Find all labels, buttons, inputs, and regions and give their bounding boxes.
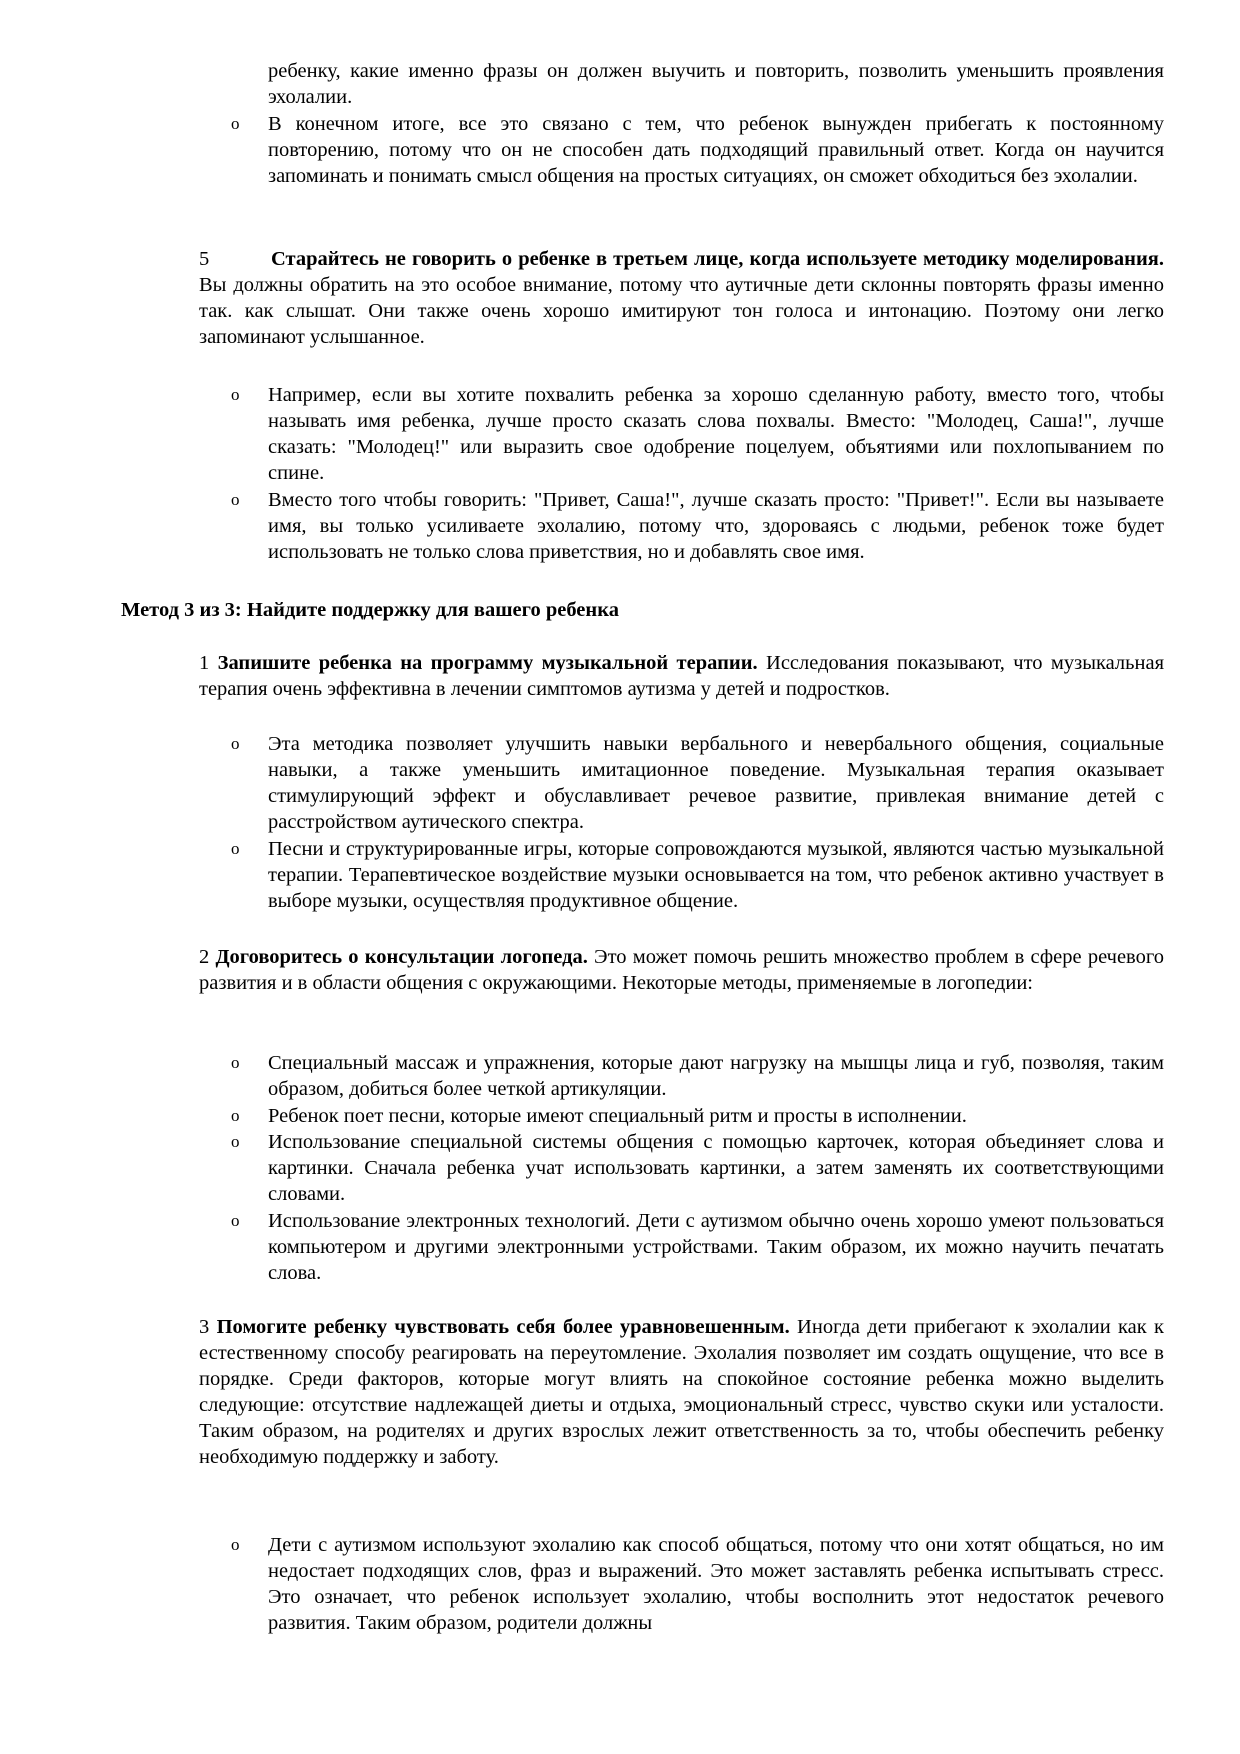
list-item	[199, 58, 1164, 110]
bullet-text: Вместо того чтобы говорить: "Привет, Саша!", лучше сказать просто: "Привет!". Если вы называете имя, вы только усиливаете эхолалию, потому что, здороваясь с людьми, ребенок тоже будет использовать не только слова приветствия, но и добавлять свое имя.	[268, 489, 1164, 563]
bullet-mark: o	[231, 839, 240, 858]
bullet-text: Использование специальной системы общения с помощью карточек, которая объединяет слова и картинки. Сначала ребенка учат использовать картинки, а затем заменять их соответствующими словами.	[268, 1131, 1164, 1205]
list-item	[199, 1208, 1164, 1286]
list-item	[199, 1129, 1164, 1207]
bullet-text: Специальный массаж и упражнения, которые дают нагрузку на мышцы лица и губ, позволяя, таким образом, добиться более четкой артикуляции.	[268, 1052, 1164, 1100]
list-item	[199, 836, 1164, 914]
step-title: Договоритесь о консультации логопеда.	[215, 946, 588, 968]
step-text: Это может помочь решить множество проблем в сфере речевого развития и в области общения с окружающими. Некоторые методы, применяемые в логопедии:	[199, 946, 1164, 994]
list-item	[199, 111, 1164, 189]
step-title: Запишите ребенка на программу музыкальной терапии.	[217, 652, 758, 674]
bullet-mark: o	[231, 734, 240, 753]
step-number: 2	[199, 946, 210, 968]
bullet-text: Использование электронных технологий. Дети с аутизмом обычно очень хорошо умеют пользоваться компьютером и другими электронными устройствами. Таким образом, их можно научить печатать слова.	[268, 1210, 1164, 1284]
bullet-text: ребенку, какие именно фразы он должен выучить и повторить, позволить уменьшить проявления эхолалии.	[268, 60, 1164, 108]
bullet-text: В конечном итоге, все это связано с тем, что ребенок вынужден прибегать к постоянному повторению, потому что он не способен дать подходящий правильный ответ. Когда он научится запоминать и понимать смысл общения на простых ситуациях, он сможет обходиться без эхолалии.	[268, 113, 1164, 187]
bullet-mark: o	[231, 385, 240, 404]
step-title: Старайтесь не говорить о ребенке в третьем лице, когда используете методику моделирования.	[271, 248, 1164, 270]
bullet-mark: o	[231, 1106, 240, 1125]
step-number: 5	[199, 248, 210, 270]
list-item	[199, 1532, 1164, 1636]
bullet-text: Песни и структурированные игры, которые сопровождаются музыкой, являются частью музыкальной терапии. Терапевтическое воздействие музыки основывается на том, что ребенок активно участвует в выборе музыки, осуществляя продуктивное общение.	[268, 838, 1164, 912]
step-2-paragraph	[199, 944, 1164, 996]
list-item	[199, 731, 1164, 835]
bullet-text: Ребенок поет песни, которые имеют специальный ритм и просты в исполнении.	[268, 1105, 967, 1127]
bullet-mark: o	[231, 1132, 240, 1151]
step-1-paragraph	[199, 650, 1164, 702]
bullet-mark: o	[231, 1535, 240, 1554]
step-title: Помогите ребенку чувствовать себя более уравновешенным.	[216, 1316, 790, 1338]
list-item	[199, 1050, 1164, 1102]
list-item	[199, 1103, 1164, 1129]
bullet-mark: o	[231, 1053, 240, 1072]
bullet-mark: o	[231, 490, 240, 509]
step-text: Исследования показывают, что музыкальная терапия очень эффективна в лечении симптомов аутизма у детей и подростков.	[199, 652, 1165, 700]
list-item	[199, 382, 1164, 486]
step-5-paragraph	[199, 246, 1164, 350]
list-item	[199, 487, 1164, 565]
bullet-text: Дети с аутизмом используют эхолалию как способ общаться, потому что они хотят общаться, но им недостает подходящих слов, фраз и выражений. Это может заставлять ребенка испытывать стресс. Это означает, что ребенок использует эхолалию, чтобы восполнить этот недостаток речевого развития. Таким образом, родители должны	[268, 1534, 1164, 1634]
step-number: 1	[199, 652, 210, 674]
bullet-mark: o	[231, 1211, 240, 1230]
bullet-text: Эта методика позволяет улучшить навыки вербального и невербального общения, социальные навыки, а также уменьшить имитационное поведение. Музыкальная терапия оказывает стимулирующий эффект и обуславливает речевое развитие, привлекая внимание детей с расстройством аутического спектра.	[268, 733, 1164, 833]
bullet-text: Например, если вы хотите похвалить ребенка за хорошо сделанную работу, вместо того, чтобы называть имя ребенка, лучше просто сказать слова похвалы. Вместо: "Молодец, Саша!", лучше сказать: "Молодец!" или выразить свое одобрение поцелуем, объятиями или похлопыванием по спине.	[268, 384, 1164, 484]
method-heading: Метод 3 из 3: Найдите поддержку для вашего ребенка	[121, 599, 619, 621]
bullet-mark: o	[231, 114, 240, 133]
step-3-paragraph	[199, 1314, 1164, 1470]
step-number: 3	[199, 1316, 210, 1338]
step-text: Вы должны обратить на это особое внимание, потому что аутичные дети склонны повторять фразы именно так. как слышат. Они также очень хорошо имитируют тон голоса и интонацию. Поэтому они легко запоминают услышанное.	[199, 274, 1164, 348]
step-text: Иногда дети прибегают к эхолалии как к естественному способу реагировать на переутомление. Эхолалия позволяет им создать ощущение, что все в порядке. Среди факторов, которые могут влиять на спокойное состояние ребенка можно выделить следующие: отсутствие надлежащей диеты и отдыха, эмоциональный стресс, чувство скуки или усталости. Таким образом, на родителях и других взрослых лежит ответственность за то, чтобы обеспечить ребенку необходимую поддержку и заботу.	[199, 1316, 1165, 1468]
